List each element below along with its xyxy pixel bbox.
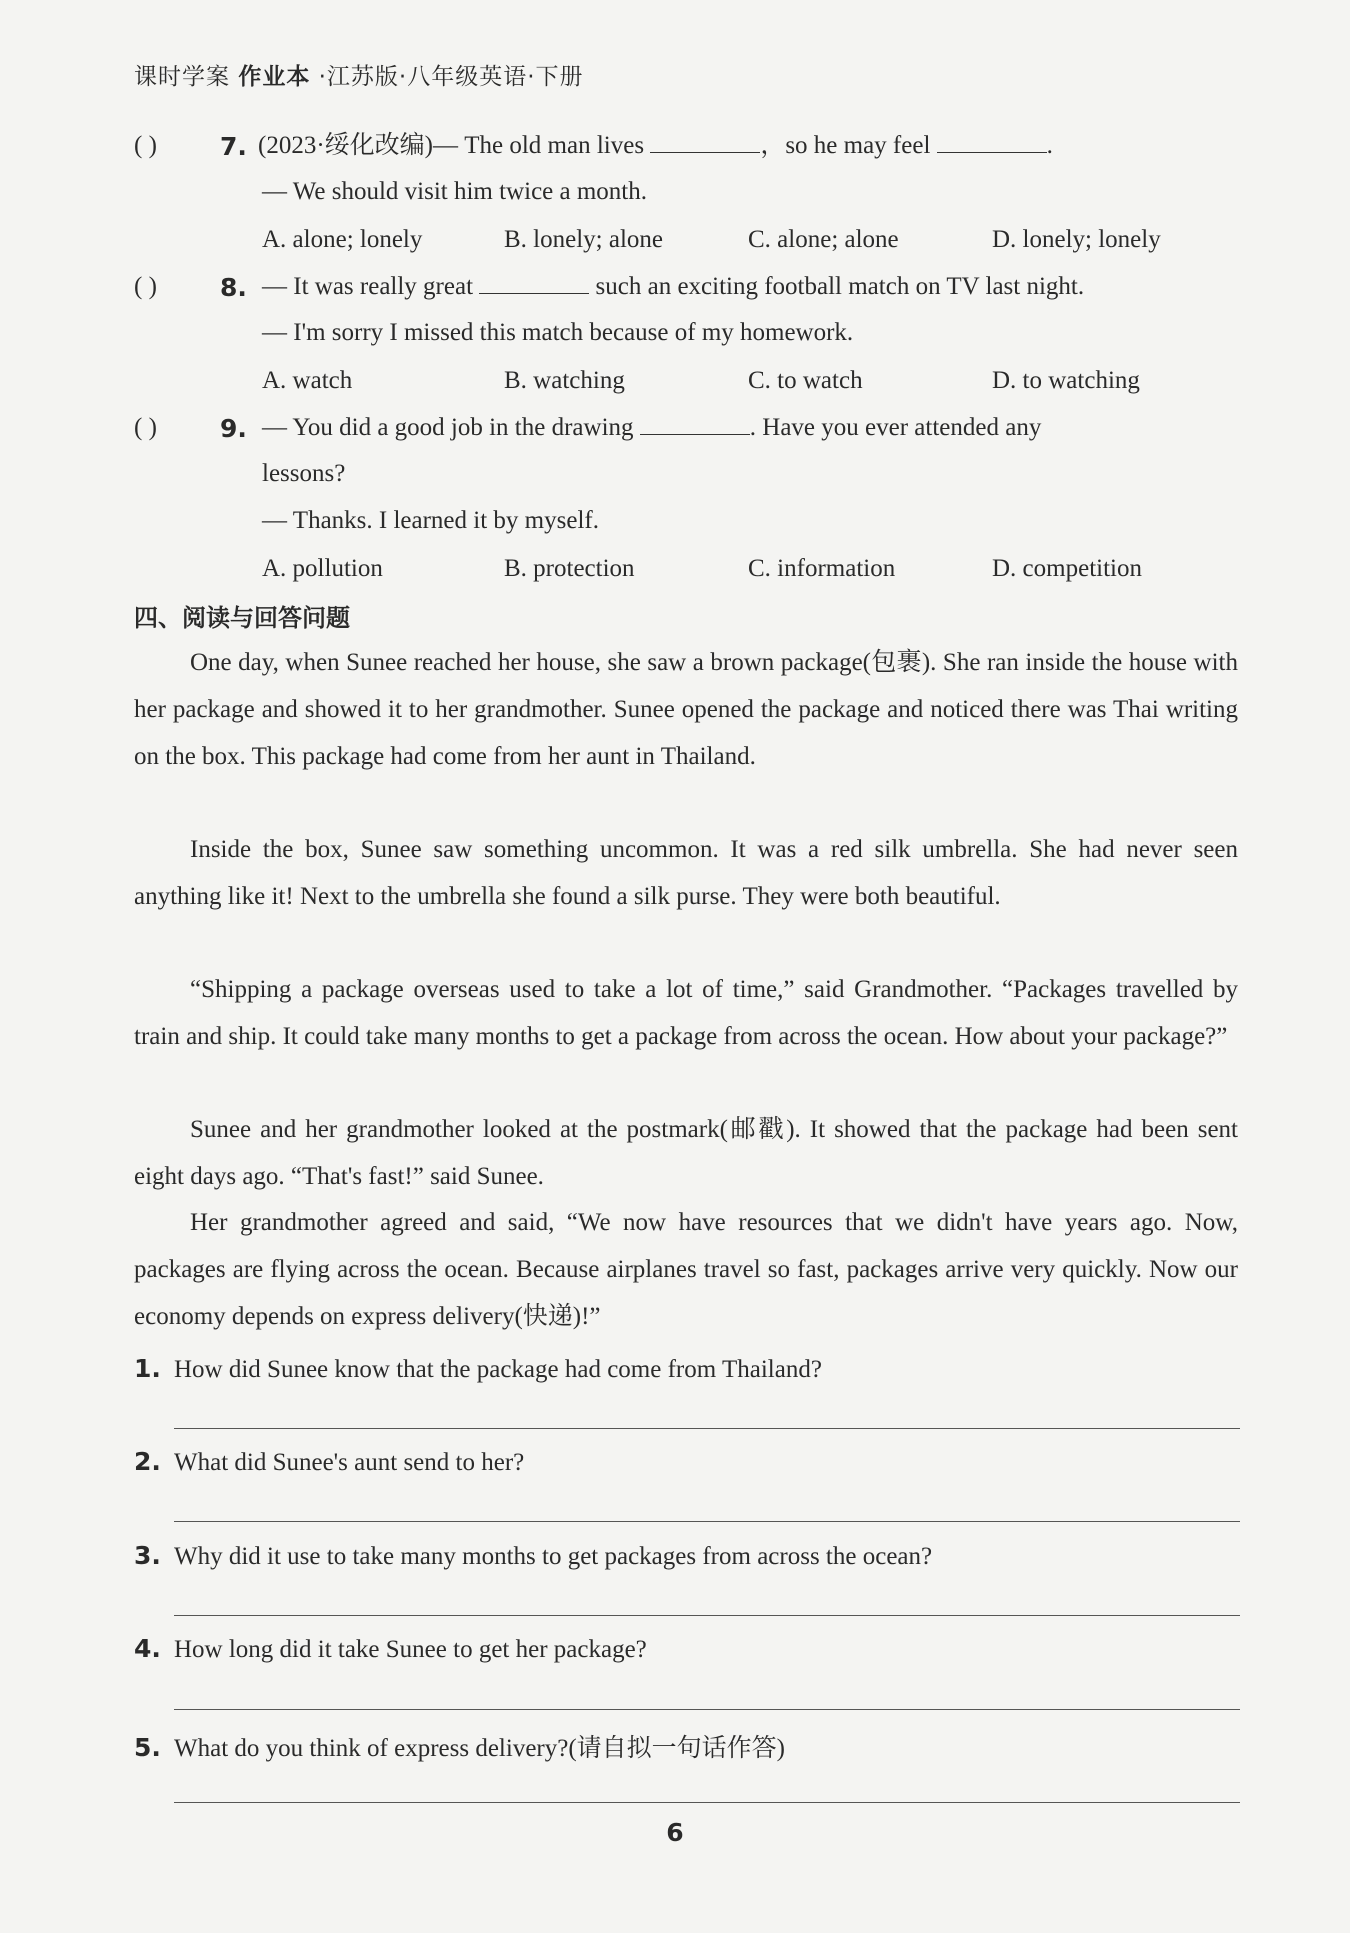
dialogue-line: — Thanks. I learned it by myself. <box>262 507 599 534</box>
answer-line-5[interactable] <box>174 1802 1240 1803</box>
question-number: 1. <box>134 1354 161 1383</box>
question-number: 9. <box>220 414 247 443</box>
question-stem <box>262 414 1041 440</box>
option-b[interactable]: B. watching <box>504 367 625 394</box>
option-a[interactable]: A. pollution <box>262 555 383 582</box>
stem-text: ，so he may feel <box>760 132 937 159</box>
option-b[interactable]: B. lonely; alone <box>504 226 663 253</box>
book-name: 作业本 <box>238 64 311 90</box>
option-b[interactable]: B. protection <box>504 555 635 582</box>
section-title: 四、阅读与回答问题 <box>134 604 350 632</box>
question-stem <box>258 132 1053 158</box>
reading-question-5 <box>134 1728 785 1764</box>
question-text: Why did it use to take many months to get packages from across the ocean? <box>174 1543 933 1570</box>
option-a[interactable]: A. alone; lonely <box>262 226 423 253</box>
passage-paragraph-2: Inside the box, Sunee saw something uncommon. It was a red silk umbrella. She had never seen anything like it! Next to the umbrella she found a silk purse. They were both beautiful. <box>134 836 1238 910</box>
series-name: 课时学案 <box>134 64 230 90</box>
question-number: 3. <box>134 1541 161 1570</box>
answer-line-4[interactable] <box>174 1709 1240 1710</box>
fill-blank[interactable] <box>937 132 1047 153</box>
question-number: 2. <box>134 1447 161 1476</box>
passage-paragraph-4: Sunee and her grandmother looked at the postmark(邮戳). It showed that the package had been sent eight days ago. “That's fast!” said Sunee. <box>134 1116 1238 1190</box>
answer-line-3[interactable] <box>174 1615 1240 1616</box>
question-stem <box>262 273 1084 299</box>
stem-text: (2023·绥化改编)— The old man lives <box>258 132 651 159</box>
stem-continuation: lessons? <box>262 460 346 487</box>
dialogue-line: — We should visit him twice a month. <box>262 178 647 205</box>
dialogue-line: — I'm sorry I missed this match because of my homework. <box>262 319 854 346</box>
fill-blank[interactable] <box>650 132 760 153</box>
answer-bracket[interactable]: ( ) <box>134 273 157 300</box>
question-number: 4. <box>134 1634 161 1663</box>
option-c[interactable]: C. alone; alone <box>748 226 899 253</box>
passage-paragraph-3: “Shipping a package overseas used to take a lot of time,” said Grandmother. “Packages travelled by train and ship. It could take many months to get a package from across the ocean. How about your package?” <box>134 976 1238 1050</box>
answer-line-1[interactable] <box>174 1428 1240 1429</box>
option-d[interactable]: D. to watching <box>992 367 1140 394</box>
question-number: 5. <box>134 1733 161 1762</box>
reading-question-4 <box>134 1634 647 1664</box>
page-number: 6 <box>666 1818 684 1847</box>
question-text: How did Sunee know that the package had come from Thailand? <box>174 1356 822 1383</box>
question-text: What do you think of express delivery?(请自拟一句话作答) <box>174 1735 785 1762</box>
stem-text: — It was really great <box>262 273 480 300</box>
option-c[interactable]: C. information <box>748 555 896 582</box>
answer-bracket[interactable]: ( ) <box>134 414 157 441</box>
answer-line-2[interactable] <box>174 1521 1240 1522</box>
passage-paragraph-1: One day, when Sunee reached her house, she saw a brown package(包裹). She ran inside the house with her package and showed it to her grandmother. Sunee opened the package and noticed there was Thai writing on the box. This package had come from her aunt in Thailand. <box>134 649 1238 770</box>
question-number: 7. <box>220 132 247 161</box>
option-a[interactable]: A. watch <box>262 367 353 394</box>
stem-text: . <box>1046 132 1053 159</box>
option-d[interactable]: D. competition <box>992 555 1142 582</box>
stem-text: . Have you ever attended any <box>749 414 1042 441</box>
question-number: 8. <box>220 273 247 302</box>
passage-paragraph-5: Her grandmother agreed and said, “We now have resources that we didn't have years ago. Now, packages are flying across the ocean. Because airplanes travel so fast, packages arrive very quickly. Now our economy depends on express delivery(快递)!” <box>134 1209 1238 1330</box>
answer-bracket[interactable]: ( ) <box>134 132 157 159</box>
question-text: How long did it take Sunee to get her package? <box>174 1636 647 1663</box>
reading-question-2 <box>134 1447 524 1477</box>
reading-question-3 <box>134 1541 932 1571</box>
stem-text: such an exciting football match on TV last night. <box>589 273 1085 300</box>
option-c[interactable]: C. to watch <box>748 367 863 394</box>
option-d[interactable]: D. lonely; lonely <box>992 226 1161 253</box>
fill-blank[interactable] <box>640 414 750 435</box>
reading-question-1 <box>134 1354 822 1384</box>
fill-blank[interactable] <box>479 273 589 294</box>
question-text: What did Sunee's aunt send to her? <box>174 1449 525 1476</box>
page-header <box>134 58 584 91</box>
edition-info: ·江苏版·八年级英语·下册 <box>318 64 584 90</box>
stem-text: — You did a good job in the drawing <box>262 414 640 441</box>
